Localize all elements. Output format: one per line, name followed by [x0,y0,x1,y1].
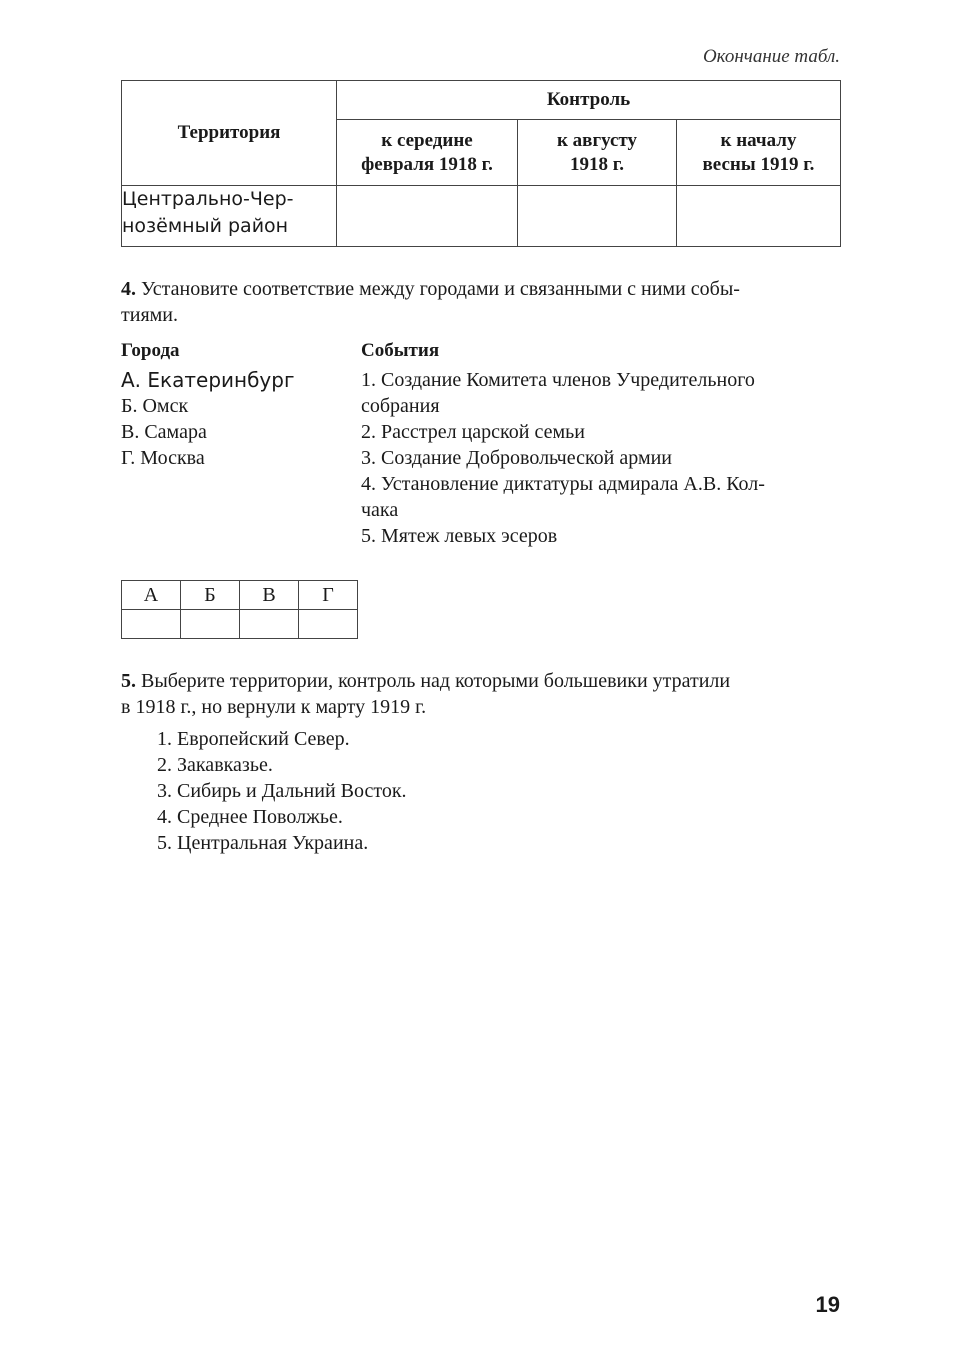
territory-header: Территория [122,81,337,186]
question-5 [121,668,843,720]
answer-cell[interactable] [122,610,181,639]
list-item: 1. Создание Комитета членов Учредительного [361,369,755,391]
events-list [361,367,841,549]
answer-cell[interactable] [518,186,677,247]
answer-letter: Б [181,581,240,610]
cities-header: Города [121,340,180,361]
subheader-spring-1919: к началу весны 1919 г. [677,120,841,186]
list-item: А. Екатеринбург [121,368,295,392]
question-text-cont: в 1918 г., но вернули к марту 1919 г. [121,696,427,718]
events-header: События [361,340,440,361]
answer-table [121,580,358,639]
list-item: 3. Создание Добровольческой армии [361,447,673,469]
question-text: Установите соответствие между городами и связанными с ними собы- [136,278,740,300]
list-item: 4. Установление диктатуры адмирала А.В. Кол- [361,473,765,495]
question-text: Выберите территории, контроль над которыми большевики утратили [136,670,731,692]
subheader-aug-1918: к августу 1918 г. [518,120,677,186]
option-item[interactable]: 4. Среднее Поволжье. [157,806,343,828]
subheader-mid-feb-1918: к середине февраля 1918 г. [337,120,518,186]
options-list [157,726,407,856]
option-item[interactable]: 2. Закавказье. [157,754,273,776]
list-item: 5. Мятеж левых эсеров [361,525,558,547]
answer-cell[interactable] [181,610,240,639]
question-number: 5. [121,670,136,692]
continuation-note: Окончание табл. [702,46,840,67]
list-item: собрания [361,395,440,417]
answer-letter: В [240,581,299,610]
page-number: 19 [815,1292,840,1317]
answer-cell[interactable] [337,186,518,247]
answer-letter: Г [299,581,358,610]
table-row [122,186,841,247]
answer-letter: А [122,581,181,610]
cities-list [121,367,294,471]
list-item: 2. Расстрел царской семьи [361,421,585,443]
answer-cell[interactable] [299,610,358,639]
list-item: В. Самара [121,421,207,443]
control-table [121,80,841,247]
list-item: Г. Москва [121,447,205,469]
question-4 [121,276,843,328]
answer-cell[interactable] [240,610,299,639]
question-number: 4. [121,278,136,300]
option-item[interactable]: 5. Центральная Украина. [157,832,369,854]
option-item[interactable]: 3. Сибирь и Дальний Восток. [157,780,407,802]
option-item[interactable]: 1. Европейский Север. [157,728,350,750]
control-header: Контроль [337,81,841,120]
question-text-cont: тиями. [121,304,179,326]
list-item: чака [361,499,399,521]
answer-cell[interactable] [677,186,841,247]
list-item: Б. Омск [121,395,189,417]
territory-cell: Центрально-Чер- нозёмный район [122,186,337,247]
